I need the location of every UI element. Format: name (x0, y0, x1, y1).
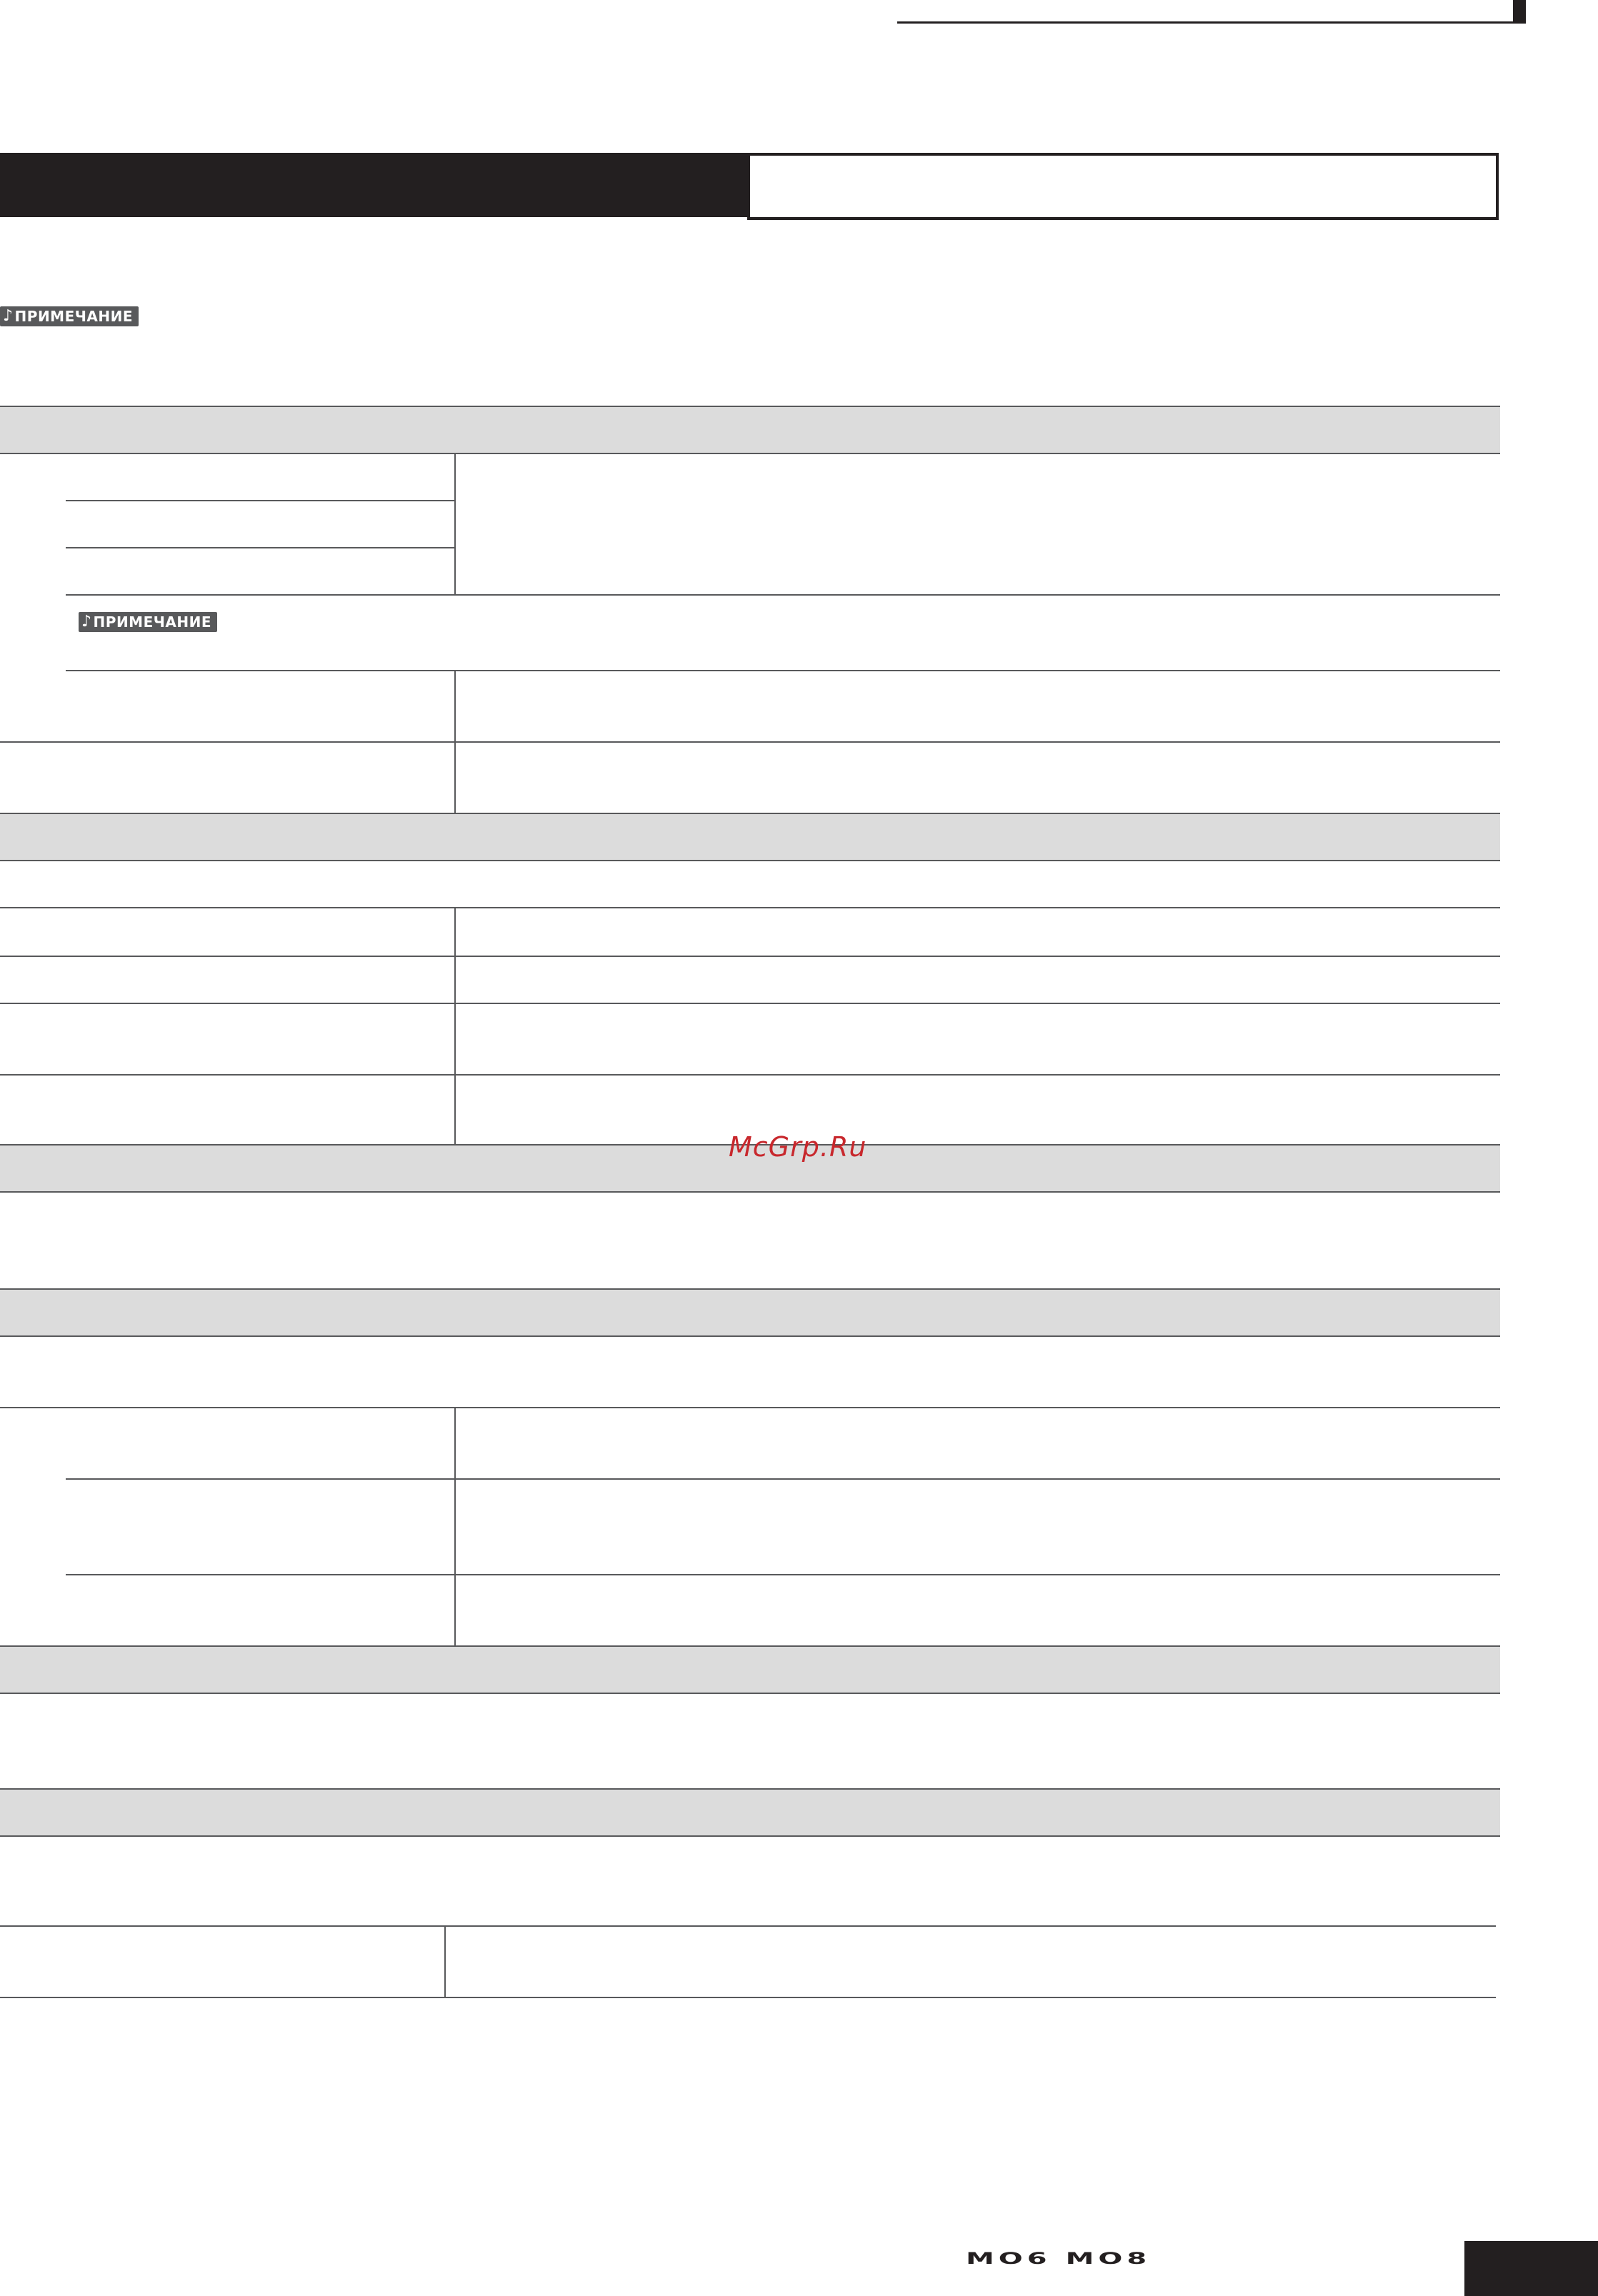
row-divider (0, 741, 1500, 743)
row-divider (0, 907, 1500, 908)
table-section-band (0, 406, 1500, 454)
row-divider (0, 1003, 1500, 1004)
product-logo: MO6 MO8 (966, 2250, 1152, 2268)
row-divider (66, 594, 1500, 596)
table-section-band (0, 813, 1500, 861)
table-section-band (0, 1645, 1500, 1694)
column-divider (454, 453, 456, 596)
note-label: ПРИМЕЧАНИЕ (14, 308, 134, 325)
note-badge (0, 306, 139, 326)
table-section-band (0, 1788, 1500, 1837)
row-divider (66, 1574, 1500, 1575)
column-divider (454, 1407, 456, 1647)
music-note-icon: ♪ (81, 613, 92, 631)
column-divider (454, 907, 456, 1146)
row-divider (66, 547, 456, 548)
column-divider (444, 1925, 446, 1998)
music-note-icon: ♪ (3, 307, 14, 325)
table-section-band (0, 1288, 1500, 1337)
note-label: ПРИМЕЧАНИЕ (93, 613, 212, 631)
row-divider (0, 1997, 1496, 1998)
row-divider (66, 500, 456, 501)
row-divider (0, 1407, 1500, 1408)
note-badge (79, 612, 217, 632)
row-divider (0, 1074, 1500, 1076)
section-title-bar (0, 153, 747, 217)
section-title-box (747, 153, 1499, 220)
row-divider (66, 1478, 1500, 1480)
page-number-tab (1464, 2241, 1598, 2296)
row-divider (0, 1925, 1496, 1927)
row-divider (66, 670, 1500, 671)
header-rule (897, 21, 1514, 24)
watermark-text: McGrp.Ru (729, 1131, 867, 1163)
header-marker (1513, 0, 1526, 24)
row-divider (0, 956, 1500, 957)
